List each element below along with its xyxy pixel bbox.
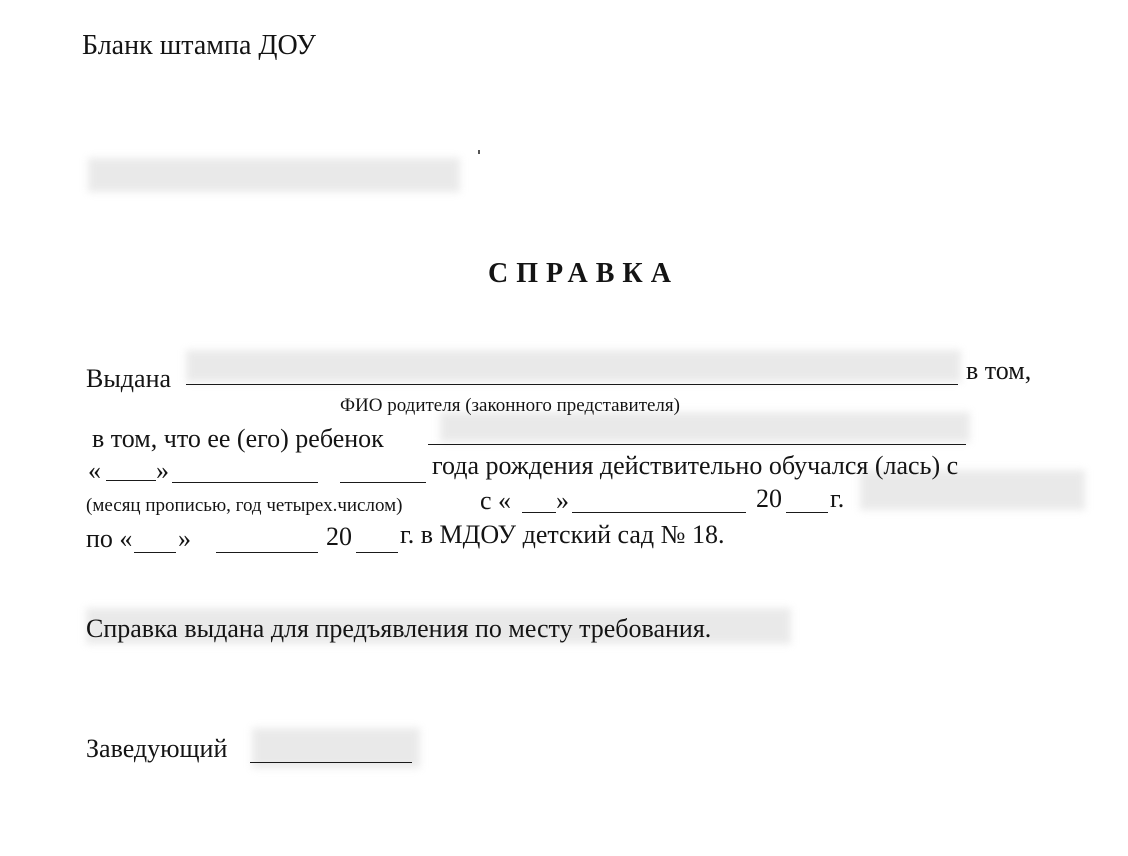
line1-tail: в том, (966, 356, 1032, 385)
head-label: Заведующий (86, 734, 228, 763)
from-year-blank (786, 512, 828, 513)
parent-name-blank (186, 384, 958, 385)
to-month-blank (216, 552, 318, 553)
to-quote-close: » (178, 524, 191, 553)
purpose-statement: Справка выдана для предъявления по месту требования. (86, 614, 712, 643)
to-quote-open: по « (86, 524, 133, 553)
from-quote-open: с « (480, 486, 512, 515)
to-line-tail: г. в МДОУ детский сад № 18. (400, 520, 725, 549)
birth-quote-close: » (156, 456, 169, 485)
document-title: СПРАВКА (488, 258, 679, 289)
birth-line-tail: года рождения действительно обучался (лась) с (432, 451, 959, 480)
to-year-blank (356, 552, 398, 553)
stamp-label: Бланк штампа ДОУ (82, 30, 316, 61)
to-day-blank (134, 552, 176, 553)
scan-speck (478, 150, 480, 154)
signature-blank (250, 762, 412, 763)
birth-month-blank (172, 482, 318, 483)
parent-name-caption: ФИО родителя (законного представителя) (340, 395, 680, 416)
from-year-prefix: 20 (756, 484, 782, 513)
date-format-caption: (месяц прописью, год четырех.числом) (86, 495, 403, 516)
child-label: в том, что ее (его) ребенок (92, 424, 384, 453)
child-name-blank (428, 444, 966, 445)
birth-day-blank (106, 480, 156, 481)
from-day-blank (522, 512, 556, 513)
from-month-blank (572, 512, 746, 513)
issued-to-label: Выдана (86, 364, 172, 393)
birth-quote-open: « (88, 456, 101, 485)
from-quote-close: » (556, 486, 569, 515)
redaction-under-stamp (88, 158, 460, 192)
birth-year-blank (340, 482, 426, 483)
from-year-suffix: г. (830, 484, 845, 513)
redaction-name-field (186, 350, 961, 382)
to-year-prefix: 20 (326, 522, 352, 551)
